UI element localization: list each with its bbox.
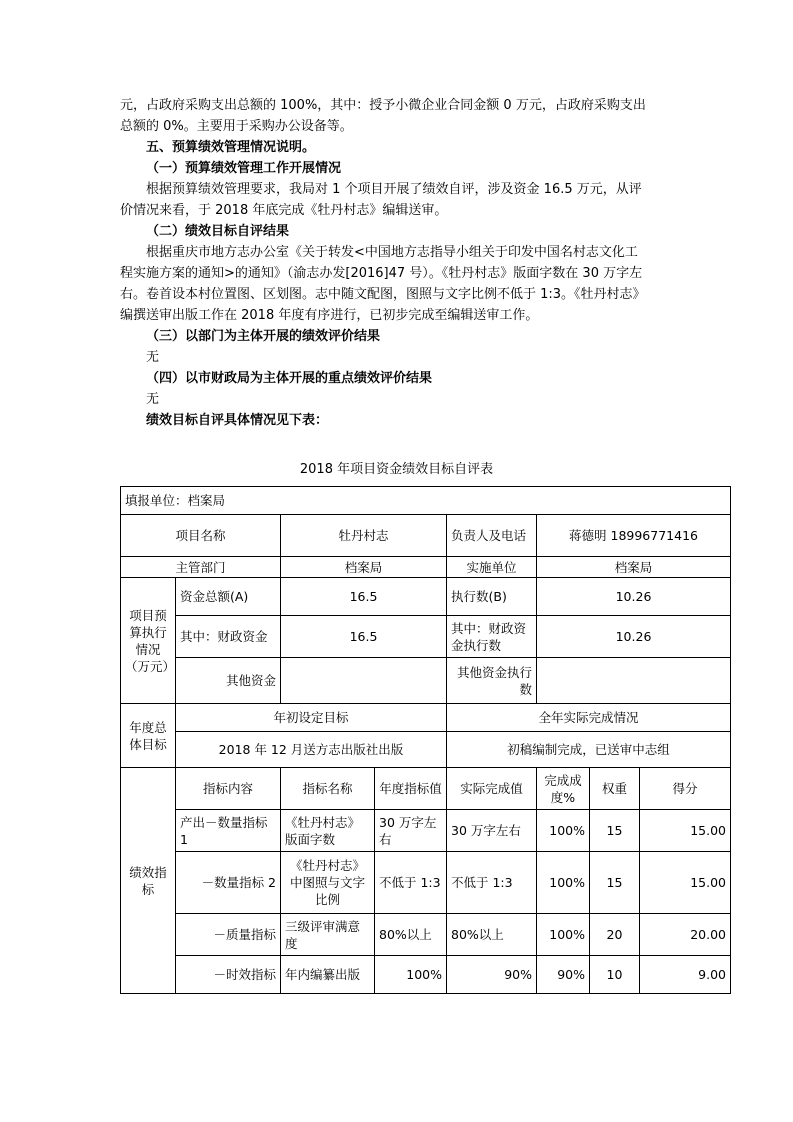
total-value: 16.5 [281,578,447,616]
performance-table [120,486,731,994]
indicator-target: 不低于 1:3 [375,852,447,914]
subsection-heading: （三）以部门为主体开展的绩效评价结果 [146,329,381,344]
indicator-content: －数量指标 2 [176,852,281,914]
table-intro: 绩效目标自评具体情况见下表： [146,413,329,428]
header-actual: 实际完成值 [447,768,537,810]
leader-label: 负责人及电话 [447,515,537,557]
indicator-rate: 100% [537,914,590,956]
actual-label: 全年实际完成情况 [447,704,731,732]
exec-value: 10.26 [537,578,731,616]
indicator-actual: 不低于 1:3 [447,852,537,914]
impl-label: 实施单位 [447,557,537,578]
indicator-score: 20.00 [640,914,731,956]
table-title: 2018 年项目资金绩效目标自评表 [299,462,494,477]
body-text [120,95,680,431]
indicator-target: 80%以上 [375,914,447,956]
section-heading: 五、预算绩效管理情况说明。 [146,140,316,155]
project-name: 牡丹村志 [281,515,447,557]
subsection-heading: （一）预算绩效管理工作开展情况 [146,161,342,176]
fin-label: 其中：财政资金 [176,616,281,658]
total-label: 资金总额(A) [176,578,281,616]
subsection-heading: （二）绩效目标自评结果 [146,224,290,239]
indicator-rate: 100% [537,810,590,852]
indicator-actual: 80%以上 [447,914,537,956]
indicator-weight: 20 [590,914,640,956]
header-target: 年度指标值 [375,768,447,810]
paragraph-line: 元，占政府采购支出总额的 100%，其中：授予小微企业合同金额 0 万元，占政府采购支出 [120,98,646,113]
header-score: 得分 [640,768,731,810]
exec-label: 执行数(B) [447,578,537,616]
perf-label: 绩效指标 [121,768,176,994]
indicator-weight: 10 [590,956,640,994]
indicator-name: 《牡丹村志》中图照与文字比例 [281,852,375,914]
project-name-label: 项目名称 [121,515,281,557]
indicator-name: 年内编纂出版 [281,956,375,994]
header-name: 指标名称 [281,768,375,810]
header-rate: 完成成度% [537,768,590,810]
fin-exec-label: 其中：财政资金执行数 [447,616,537,658]
leader-contact: 蒋德明 18996771416 [537,515,731,557]
indicator-actual: 30 万字左右 [447,810,537,852]
paragraph-line: 右。卷首设本村位置图、区划图。志中随文配图，图照与文字比例不低于 1:3。《牡丹村志》 [120,287,646,302]
indicator-content: －质量指标 [176,914,281,956]
table-row [121,810,731,852]
indicator-score: 15.00 [640,810,731,852]
indicator-score: 15.00 [640,852,731,914]
paragraph-line: 无 [146,392,160,407]
paragraph-line: 根据预算绩效管理要求，我局对 1 个项目开展了绩效自评，涉及资金 16.5 万元，从评 [146,182,642,197]
actual-result: 初稿编制完成，已送审中志组 [447,732,731,768]
paragraph-line: 程实施方案的通知>的通知》（渝志办发[2016]47 号）。《牡丹村志》版面字数在 30 万字左 [120,266,643,281]
table-row [121,914,731,956]
fin-value: 16.5 [281,616,447,658]
table-row [121,956,731,994]
paragraph-line: 价情况来看，于 2018 年底完成《牡丹村志》编辑送审。 [120,203,448,218]
budget-label: 项目预算执行情况（万元） [121,578,176,704]
indicator-name: 《牡丹村志》版面字数 [281,810,375,852]
paragraph-line: 编撰送审出版工作在 2018 年度有序进行，已初步完成至编辑送审工作。 [120,308,539,323]
indicator-weight: 15 [590,852,640,914]
paragraph-line: 无 [146,350,160,365]
indicator-actual: 90% [447,956,537,994]
indicator-weight: 15 [590,810,640,852]
paragraph-line: 根据重庆市地方志办公室《关于转发<中国地方志指导小组关于印发中国名村志文化工 [146,245,638,260]
impl-value: 档案局 [537,557,731,578]
subsection-heading: （四）以市财政局为主体开展的重点绩效评价结果 [146,371,433,386]
indicator-name: 三级评审满意度 [281,914,375,956]
indicator-rate: 100% [537,852,590,914]
header-content: 指标内容 [176,768,281,810]
indicator-rate: 90% [537,956,590,994]
other-exec-label: 其他资金执行数 [447,658,537,704]
other-value [281,658,447,704]
other-label: 其他资金 [176,658,281,704]
initial-goal: 2018 年 12 月送方志出版社出版 [176,732,447,768]
indicator-target: 100% [375,956,447,994]
dept-label: 主管部门 [121,557,281,578]
table-row [121,852,731,914]
annual-label: 年度总体目标 [121,704,176,768]
indicator-content: 产出－数量指标 1 [176,810,281,852]
dept-value: 档案局 [281,557,447,578]
initial-goal-label: 年初设定目标 [176,704,447,732]
indicator-score: 9.00 [640,956,731,994]
indicator-content: －时效指标 [176,956,281,994]
other-exec-value [537,658,731,704]
fin-exec-value: 10.26 [537,616,731,658]
report-unit: 填报单位：档案局 [121,487,731,515]
header-weight: 权重 [590,768,640,810]
paragraph-line: 总额的 0%。主要用于采购办公设备等。 [120,119,353,134]
indicator-target: 30 万字左右 [375,810,447,852]
